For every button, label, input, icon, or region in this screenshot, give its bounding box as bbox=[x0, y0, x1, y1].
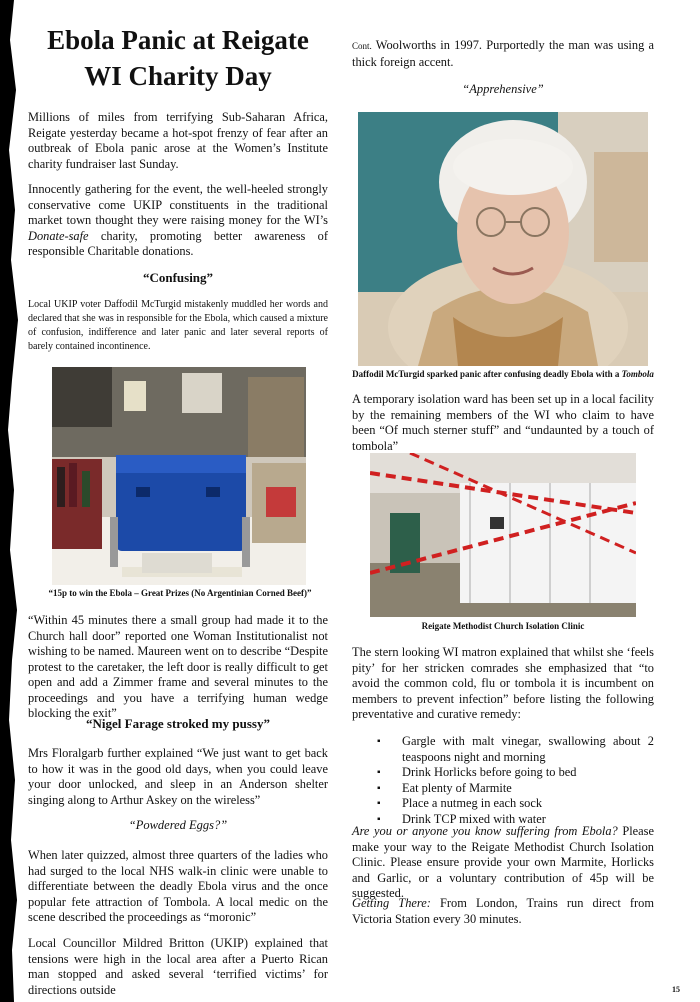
subheading-confusing: “Confusing” bbox=[142, 270, 214, 285]
right-paragraph-5 bbox=[352, 896, 654, 927]
page-number: 15 bbox=[672, 985, 680, 994]
isolation-clinic-photo bbox=[370, 453, 636, 617]
left-paragraph-2 bbox=[28, 182, 328, 260]
right-paragraph-5-text: From London, Trains run direct from Victoria Station every 30 minutes. bbox=[352, 896, 654, 926]
right-paragraph-1-text: Woolworths in 1997. Purportedly the man was using a thick foreign accent. bbox=[352, 38, 654, 69]
ebola-question-italic: Are you or anyone you know suffering from Ebola? bbox=[352, 824, 618, 838]
right-paragraph-1 bbox=[352, 38, 654, 70]
subheading-powdered-eggs: “Powdered Eggs?” bbox=[128, 818, 228, 832]
right-paragraph-4 bbox=[352, 824, 654, 902]
article-title: Ebola Panic at Reigate WI Charity Day bbox=[47, 25, 309, 91]
remedy-list bbox=[352, 734, 654, 827]
remedy-item-1: ▪ Gargle with malt vinegar, swallowing about 2 teaspoons night and morning bbox=[352, 734, 654, 765]
lady-caption-text: Daffodil McTurgid sparked panic after confusing deadly Ebola with a bbox=[352, 369, 622, 379]
donate-safe-italic: Donate-safe bbox=[28, 228, 89, 243]
lady-caption bbox=[352, 369, 654, 380]
remedy-item-2: ▪ Drink Horlicks before going to bed bbox=[352, 765, 654, 781]
continued-label: Cont. bbox=[352, 41, 372, 51]
left-paragraph-3: Local UKIP voter Daffodil McTurgid mistakenly muddled her words and declared that she was in responsible for the Ebola, which caused a mixture of confusion, indifference and later panic and later several reports of barely contained incontinence. bbox=[28, 299, 328, 352]
right-paragraph-4-text: Please make your way to the Reigate Methodist Church Isolation Clinic. Please ensure provide your own Marmite, Horlicks and Garlic, or a voluntary contribution of 45p will be suggested. bbox=[352, 824, 654, 900]
subheading-apprehensive: “Apprehensive” bbox=[462, 82, 544, 96]
tombola-caption: “15p to win the Ebola – Great Prizes (No Argentinian Corned Beef)” bbox=[48, 588, 312, 598]
remedy-item-5: ▪ Drink TCP mixed with water bbox=[352, 812, 654, 828]
left-paragraph-2c: charity, promoting better awareness of responsible Charitable donations. bbox=[28, 228, 328, 258]
right-paragraph-2: A temporary isolation ward has been set up in a local facility by the remaining members of the WI who claim to have been “Of much sterner stuff” and “undaunted by a touch of tombola” bbox=[352, 392, 654, 453]
left-paragraph-2a: Innocently gathering for the event, the well-heeled strongly conservative come UKIP constituents in the traditional market town thought they were raising money for the WI’s bbox=[28, 182, 328, 227]
getting-there-italic: Getting There: bbox=[352, 896, 431, 910]
left-paragraph-7: Local Councillor Mildred Britton (UKIP) explained that tensions were high in the local area after a Puerto Rican man stopped and asked several ‘terrified victims’ for directions outside bbox=[28, 936, 328, 997]
torn-page-edge bbox=[0, 0, 22, 1002]
left-paragraph-5: Mrs Floralgarb further explained “We just want to get back to how it was in the good old days, when you could leave your door unlocked, and sleep in an Anderson shelter singing along to Arthur Askey on the wireless” bbox=[28, 746, 328, 807]
subheading-farage: “Nigel Farage stroked my pussy” bbox=[86, 716, 270, 731]
tombola-photo bbox=[52, 367, 306, 585]
lady-caption-tombola: Tombola bbox=[621, 369, 654, 379]
left-paragraph-6: When later quizzed, almost three quarters of the ladies who had surged to the local NHS walk-in clinic were unable to differentiate between the deadly Ebola virus and the once popular fete attraction of Tombola. A local medic on the scene described the proceedings as “moronic” bbox=[28, 848, 328, 924]
remedy-item-4: ▪ Place a nutmeg in each sock bbox=[352, 796, 654, 812]
elderly-lady-photo bbox=[358, 112, 648, 366]
clinic-caption: Reigate Methodist Church Isolation Clinic bbox=[421, 621, 585, 631]
left-paragraph-1: Millions of miles from terrifying Sub-Saharan Africa, Reigate yesterday became a hot-spot frenzy of fear after an outbreak of Ebola panic arose at the Women’s Institute charity fundraiser last Sunday. bbox=[28, 110, 328, 171]
right-paragraph-3: The stern looking WI matron explained that whilst she ‘feels pity’ for her stricken comrades she emphasized that “to avoid the common cold, flu or tombola it is incumbent on members to prevent infection” before listing the following preventative and curative remedy: bbox=[352, 645, 654, 721]
left-paragraph-4: “Within 45 minutes there a small group had made it to the Church hall door” reported one Woman Institutionalist not wishing to be named. Maureen went on to describe “Despite protest to the caretaker, the left door is really difficult to get open and add a Zimmer frame and several minutes to the proceedings and you have a terrifying human wedge blocking the exit” bbox=[28, 613, 328, 720]
remedy-item-3: ▪ Eat plenty of Marmite bbox=[352, 781, 654, 797]
